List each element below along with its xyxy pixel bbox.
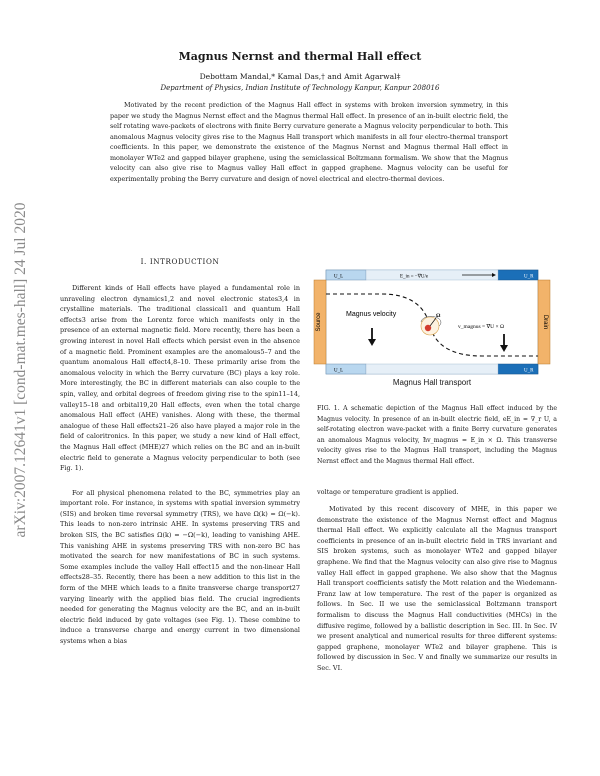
- abstract: Motivated by the recent prediction of the Magnus Hall effect in systems with broken inversion symmetry, in this paper we study the Magnus Nernst effect and the Magnus thermal Hall effect. In presence of an in-built electric field, the self rotating wave-packets of electrons with finite Berry curvature generate a Magnus velocity perpendicular to both. This anomalous Magnus velocity gives rise to the Magnus Hall transport which manifests in all four electro-thermal transport coefficients. In this paper, we demonstrate the existence of the Magnus Nernst and Magnus thermal Hall effect in monolayer WTe2 and gapped bilayer graphene, using the semiclassical Boltzmann formalism. We show that the Magnus velocity can also give rise to Magnus valley Hall effect in gapped graphene. Magnus velocity can be useful for experimentally probing the Berry curvature and design of novel electrical and electro-thermal devices.: [110, 101, 508, 183]
- gate-bottom-left: [326, 364, 366, 374]
- omega-label: Ω: [436, 313, 441, 319]
- figure-1-title: Magnus Hall transport: [392, 378, 472, 387]
- field-label: E_in = −∇U/e: [400, 274, 429, 280]
- column-right: [317, 504, 557, 674]
- gate-bottom-gradient: [366, 364, 498, 374]
- arxiv-sidebar: [10, 150, 32, 590]
- arxiv-identifier: arXiv:2007.12641v1 [cond-mat.mes-hall] 24 Jul 2020: [12, 202, 29, 538]
- gate-bottom-right-label: U_R: [524, 368, 534, 374]
- section-heading-introduction: I. INTRODUCTION: [140, 257, 220, 266]
- paper-title: Magnus Nernst and thermal Hall effect: [178, 50, 422, 63]
- velocity-formula: v_magnus = ∇U × Ω: [458, 324, 505, 330]
- figure-1-caption: [317, 404, 557, 467]
- figure-1-caption-text: FIG. 1. A schematic depiction of the Magnus Hall effect induced by the Magnus velocity. In presence of an in-built electric field, eE_in = ∇_r U, a self-rotating electron wave-packet with a finite Berry curvature generates an anomalous Magnus velocity, ħv_magnus = E_in × Ω. This transverse velocity gives rise to the Magnus Hall transport, including the Magnus Nernst effect and the Magnus thermal Hall effect.: [317, 405, 557, 465]
- column-right-continuation: [317, 487, 557, 498]
- intro-paragraph-2: For all physical phenomena related to the BC, symmetries play an important role. For instance, in systems with spatial inversion symmetry (SIS) and broken time reversal symmetry (TRS), we have Ω(k) = Ω(−k). This leads to non-zero intrinsic AHE. In systems preserving TRS and broken SIS, the BC satisfies Ω(k) = −Ω(−k), leading to vanishing AHE. This vanishing AHE in systems preserving TRS with non-zero BC has motivated the search for new manifestations of BC in such systems. Some examples include the valley Hall effect15 and the non-linear Hall effects28–35. Recently, there has been a new addition to this list in the form of the MHE which leads to a finite transverse charge transport27 varying linearly with the applied bias field. The crucial ingredients needed for generating the Magnus velocity are the BC, and an in-built electric field induced by gate voltages (see Fig. 1). These combine to induce a transverse charge and energy current in two dimensional systems when a bias: [60, 488, 300, 645]
- source-label: Source: [316, 312, 322, 332]
- gate-bottom-left-label: U_L: [334, 368, 344, 374]
- gate-top-left: [326, 270, 366, 280]
- affiliation: Department of Physics, Indian Institute of Technology Kanpur, Kanpur 208016: [160, 84, 440, 92]
- intro-paragraph-1: Different kinds of Hall effects have played a fundamental role in unraveling electron dynamics1,2 and novel electronic states3,4 in crystalline materials. The traditional classical1 and quantum Hall effects3 arise from the Lorentz force which manifests only in the presence of an external magnetic field. More recently, there has been a growing interest in novel Hall effects which persist even in the absence of a magnetic field. Prominent examples are the anomalous5–7 and the quantum anomalous Hall effect4,8–10. These primarily arise from the anomalous velocity in which the Berry curvature (BC) plays a key role. More interestingly, the BC in different materials can also couple to the spin, valley, and orbital degrees of freedom giving rise to the spin11–14, valley15–18 and orbital19,20 Hall effects, even when the total charge anomalous Hall effect (AHE) vanishes. Along with these, the thermal analogue of these Hall effects21–26 also have played a major role in the field of caloritronics. In this paper, we study a new kind of Hall effect, the Magnus Hall effect (MHE)27 which relies on the BC and an in-built electric field to generate a Magnus velocity perpendicular to both (see Fig. 1).: [60, 284, 300, 473]
- figure-1-schematic: [312, 264, 552, 392]
- intro-paragraph-2-end: voltage or temperature gradient is applied.: [317, 488, 459, 496]
- gate-top-right-label: U_R: [524, 274, 534, 280]
- column-left: [60, 283, 300, 647]
- author-list: Debottam Mandal,* Kamal Das,† and Amit Agarwal‡: [199, 72, 401, 81]
- intro-paragraph-3: Motivated by this recent discovery of MHE, in this paper we demonstrate the existence of the Magnus Nernst effect and Magnus thermal Hall effect. We explicitly calculate all the Magnus transport coefficients in presence of an in-built electric field in TRS invariant and SIS broken systems, such as monolayer WTe2 and gapped bilayer graphene. We find that the Magnus velocity can also give rise to Magnus valley Hall effect in gapped graphene. We also show that the Magnus Hall transport coefficients satisfy the Mott relation and the Wiedemann-Franz law at low temperature. The rest of the paper is organized as follows. In Sec. II we use the semiclassical Boltzmann transport formalism to discuss the Magnus Hall conductivities (MHCs) in the diffusive regime, followed by a ballistic description in Sec. III. In Sec. IV we present analytical and numerical results for three different systems: gapped graphene, monolayer WTe2 and bilayer graphene. This is followed by discussion in Sec. V and finally we summarize our results in Sec. VI.: [317, 505, 557, 672]
- magnus-velocity-label: Magnus velocity: [346, 311, 397, 318]
- gate-top-left-label: U_L: [334, 274, 344, 280]
- drain-label: Drain: [542, 314, 548, 330]
